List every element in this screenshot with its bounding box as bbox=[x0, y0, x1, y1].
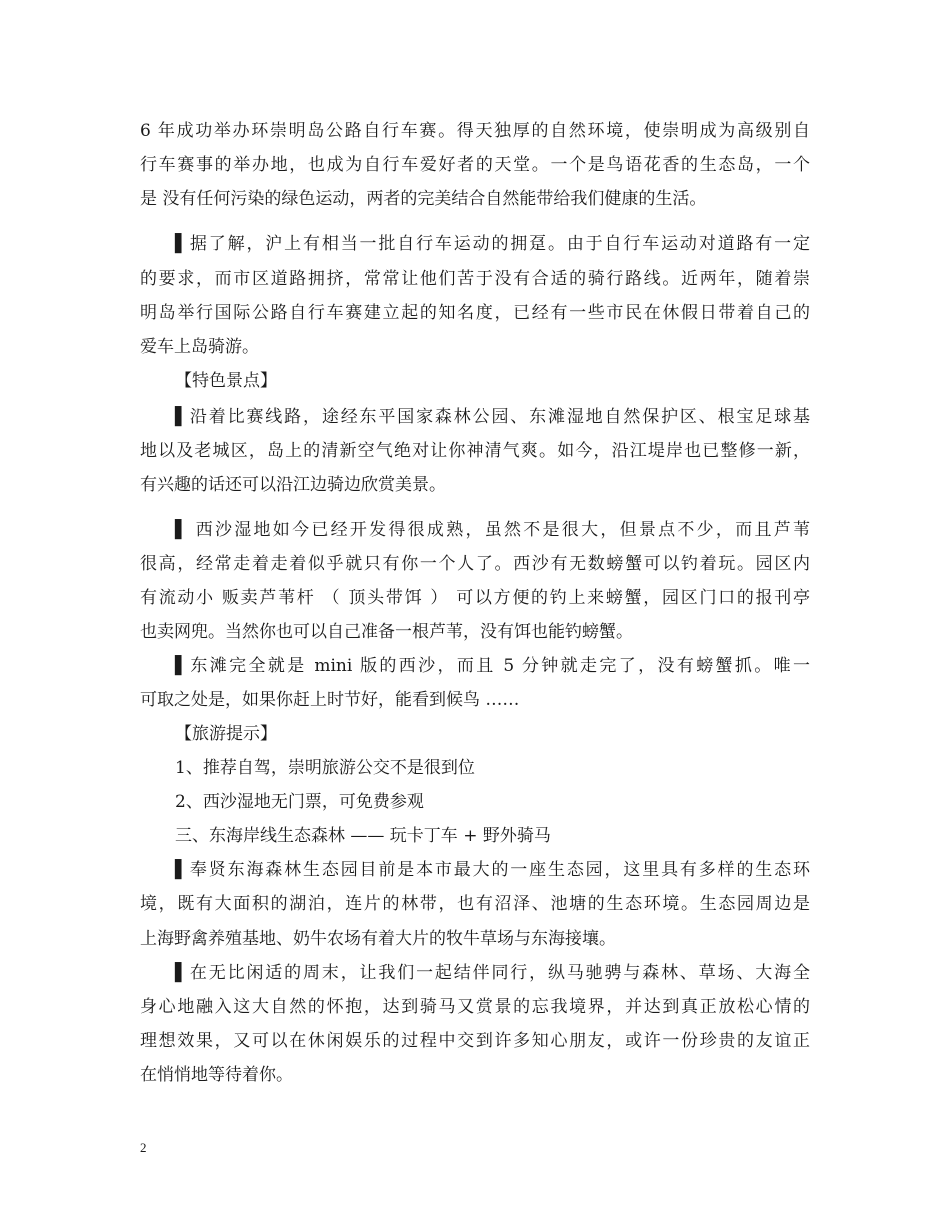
paragraph-line: 有流动小 贩卖芦苇杆 （ 顶头带饵 ） 可以方便的钓上来螃蟹，园区门口的报刊亭 bbox=[140, 588, 810, 608]
paragraph-line: ▌奉贤东海森林生态园目前是本市最大的一座生态园，这里具有多样的生态环 bbox=[175, 860, 810, 880]
paragraph-line: ▌据了解，沪上有相当一批自行车运动的拥趸。由于自行车运动对道路有一定 bbox=[175, 234, 810, 254]
paragraph-line: ▌ 西沙湿地如今已经开发得很成熟，虽然不是很大，但景点不少，而且芦苇 bbox=[175, 520, 810, 540]
paragraph-line: 在悄悄地等待着你。 bbox=[140, 1065, 293, 1085]
paragraph-line: 很高，经常走着走着似乎就只有你一个人了。西沙有无数螃蟹可以钓着玩。园区内 bbox=[140, 554, 810, 574]
paragraph-line: 6 年成功举办环崇明岛公路自行车赛。得天独厚的自然环境，使崇明成为高级别自 bbox=[140, 121, 810, 141]
paragraph-line: ▌在无比闲适的周末，让我们一起结伴同行，纵马驰骋与森林、草场、大海全 bbox=[175, 963, 810, 983]
paragraph-line: 身心地融入这大自然的怀抱，达到骑马又赏景的忘我境界，并达到真正放松心情的 bbox=[140, 997, 810, 1017]
paragraph-line: 爱车上岛骑游。 bbox=[140, 337, 259, 357]
section-heading-line: 【旅游提示】 bbox=[175, 724, 277, 744]
paragraph-line: ▌沿着比赛线路，途经东平国家森林公园、东滩湿地自然保护区、根宝足球基 bbox=[175, 407, 810, 427]
section-heading-line: 2、西沙湿地无门票，可免费参观 bbox=[175, 792, 424, 812]
paragraph-line: 理想效果，又可以在休闲娱乐的过程中交到许多知心朋友，或许一份珍贵的友谊正 bbox=[140, 1031, 810, 1051]
section-heading-line: 三、东海岸线生态森林 —— 玩卡丁车 + 野外骑马 bbox=[175, 826, 551, 846]
paragraph-line: 地以及老城区，岛上的清新空气绝对让你神清气爽。如今，沿江堤岸也已整修一新， bbox=[140, 441, 810, 461]
paragraph-line: 也卖网兜。当然你也可以自己准备一根芦苇，没有饵也能钓螃蟹。 bbox=[140, 622, 633, 642]
paragraph-line: 是 没有任何污染的绿色运动，两者的完美结合自然能带给我们健康的生活。 bbox=[140, 189, 707, 209]
paragraph-line: 的要求，而市区道路拥挤，常常让他们苦于没有合适的骑行路线。近两年，随着崇 bbox=[140, 269, 810, 289]
paragraph-line: 明岛举行国际公路自行车赛建立起的知名度，已经有一些市民在休假日带着自己的 bbox=[140, 303, 810, 323]
paragraph-line: ▌东滩完全就是 mini 版的西沙，而且 5 分钟就走完了，没有螃蟹抓。唯一 bbox=[175, 656, 810, 676]
section-heading-line: 1、推荐自驾，崇明旅游公交不是很到位 bbox=[175, 758, 475, 778]
section-heading-line: 【特色景点】 bbox=[175, 371, 277, 391]
paragraph-line: 行车赛事的举办地，也成为自行车爱好者的天堂。一个是鸟语花香的生态岛，一个 bbox=[140, 155, 810, 175]
paragraph-line: 上海野禽养殖基地、奶牛农场有着大片的牧牛草场与东海接壤。 bbox=[140, 929, 616, 949]
paragraph-line: 可取之处是，如果你赶上时节好，能看到候鸟 …… bbox=[140, 690, 520, 710]
paragraph-line: 有兴趣的话还可以沿江边骑边欣赏美景。 bbox=[140, 475, 446, 495]
page-number: 2 bbox=[140, 1140, 147, 1155]
paragraph-line: 境，既有大面积的湖泊，连片的林带，也有沼泽、池塘的生态环境。生态园周边是 bbox=[140, 894, 810, 914]
